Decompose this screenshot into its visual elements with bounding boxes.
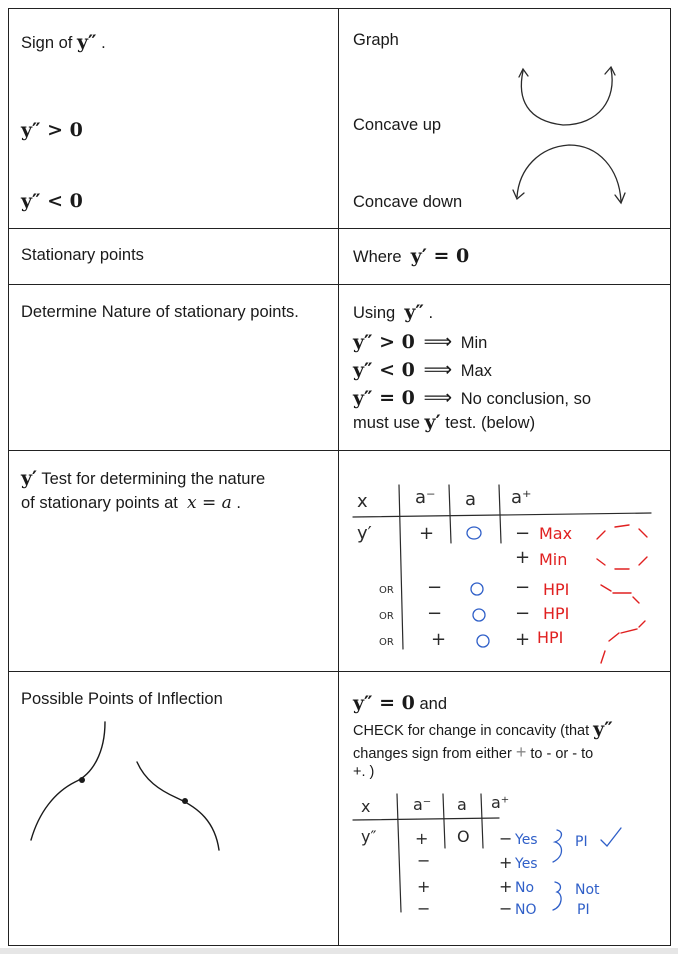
cond-concave-up: y″ > 0 <box>21 119 83 141</box>
row-first-derivative-test <box>9 451 671 672</box>
cell-nature-rules <box>339 285 671 451</box>
first-derivative-sketch <box>339 451 669 671</box>
row2-plus: + <box>515 547 531 568</box>
row1-minus: + <box>419 523 435 544</box>
row-nature <box>9 285 671 451</box>
second-derivative-sketch <box>339 782 669 922</box>
pi-no-1: No <box>515 880 535 896</box>
pi-header-x: x <box>361 797 371 816</box>
pi-condition: y″ = 0 and <box>353 692 448 714</box>
inflection-label: Possible Points of Inflection <box>21 690 223 708</box>
row3-minus: − <box>427 577 443 598</box>
bottom-scroll-strip <box>0 948 678 954</box>
check-line-1: CHECK for change in concavity (that y″ <box>353 718 613 740</box>
inflection-dot-right <box>182 798 188 804</box>
row4-or: OR <box>379 611 394 622</box>
pi-row2-plus: + <box>499 853 513 872</box>
cell-stationary-def <box>339 229 671 285</box>
pi-yes-1: Yes <box>515 832 538 848</box>
notes-table <box>8 8 671 946</box>
case-max: y″ < 0 ⟹ Max <box>353 359 492 381</box>
check-line-2: changes sign from either + to - or - to <box>353 742 594 762</box>
heading-sign-of: Sign of y″ . <box>21 31 106 53</box>
pi-group-2a: Not <box>575 882 600 898</box>
using-line: Using y″ . <box>353 301 434 323</box>
inflection-dot-left <box>79 777 85 783</box>
header-a-minus: a⁻ <box>415 487 436 508</box>
nature-label: Determine Nature of stationary points. <box>21 303 299 321</box>
header-a: a <box>465 489 477 510</box>
pi-no-2: NO <box>515 902 537 918</box>
pi-group-1: PI <box>575 834 588 850</box>
case-min: y″ > 0 ⟹ Min <box>353 331 488 353</box>
must-use-line: must use y′ test. (below) <box>353 411 536 433</box>
pi-yes-2: Yes <box>515 856 538 872</box>
concavity-sketch <box>499 59 639 209</box>
row-label-y-prime: y′ <box>357 523 372 544</box>
header-x: x <box>357 491 368 512</box>
row3-or: OR <box>379 585 394 596</box>
cond-concave-down: y″ < 0 <box>21 190 83 212</box>
stationary-definition: Where y′ = 0 <box>353 245 470 267</box>
row1-plus: − <box>515 523 531 544</box>
inflection-sketch <box>19 712 249 872</box>
row3-plus: − <box>515 577 531 598</box>
cell-test-label <box>9 451 339 672</box>
pi-row1-at: O <box>457 827 470 846</box>
pi-group-2b: PI <box>577 902 590 918</box>
cell-inflection-rules <box>339 672 671 946</box>
result-max: Max <box>539 524 573 543</box>
row5-or: OR <box>379 637 394 648</box>
heading-graph: Graph <box>353 31 399 49</box>
pi-row1-plus: − <box>499 829 513 848</box>
pi-row3-plus: + <box>499 877 513 896</box>
pi-row4-minus: − <box>417 899 431 918</box>
test-label-line2: of stationary points at x = a . <box>21 493 241 513</box>
cell-stationary-label <box>9 229 339 285</box>
cell-test-table <box>339 451 671 672</box>
label-concave-up: Concave up <box>353 116 442 134</box>
pi-header-a: a <box>457 795 467 814</box>
pi-row1-minus: + <box>415 829 429 848</box>
cell-inflection-label <box>9 672 339 946</box>
result-hpi-3: HPI <box>537 628 564 647</box>
stationary-points-label: Stationary points <box>21 246 144 264</box>
case-zero: y″ = 0 ⟹ No conclusion, so <box>353 387 592 409</box>
cell-nature-label <box>9 285 339 451</box>
result-hpi-2: HPI <box>543 604 570 623</box>
header-a-plus: a⁺ <box>511 487 532 508</box>
result-min: Min <box>539 550 568 569</box>
row-inflection <box>9 672 671 946</box>
row-concavity <box>9 9 671 229</box>
cell-sign-of <box>9 9 339 229</box>
pi-row4-plus: − <box>499 899 513 918</box>
pi-row3-minus: + <box>417 877 431 896</box>
pi-row2-minus: − <box>417 851 431 870</box>
check-line-3: +. ) <box>353 764 375 780</box>
label-concave-down: Concave down <box>353 193 463 211</box>
pi-row-label: y″ <box>361 827 377 846</box>
pi-header-a-plus: a⁺ <box>491 793 510 812</box>
cell-graph <box>339 9 671 229</box>
row4-plus: − <box>515 603 531 624</box>
row4-minus: − <box>427 603 443 624</box>
pi-header-a-minus: a⁻ <box>413 795 432 814</box>
test-label-line1: y′ Test for determining the nature <box>21 467 266 489</box>
row5-plus: + <box>515 629 531 650</box>
row-stationary <box>9 229 671 285</box>
result-hpi-1: HPI <box>543 580 570 599</box>
row5-minus: + <box>431 629 447 650</box>
